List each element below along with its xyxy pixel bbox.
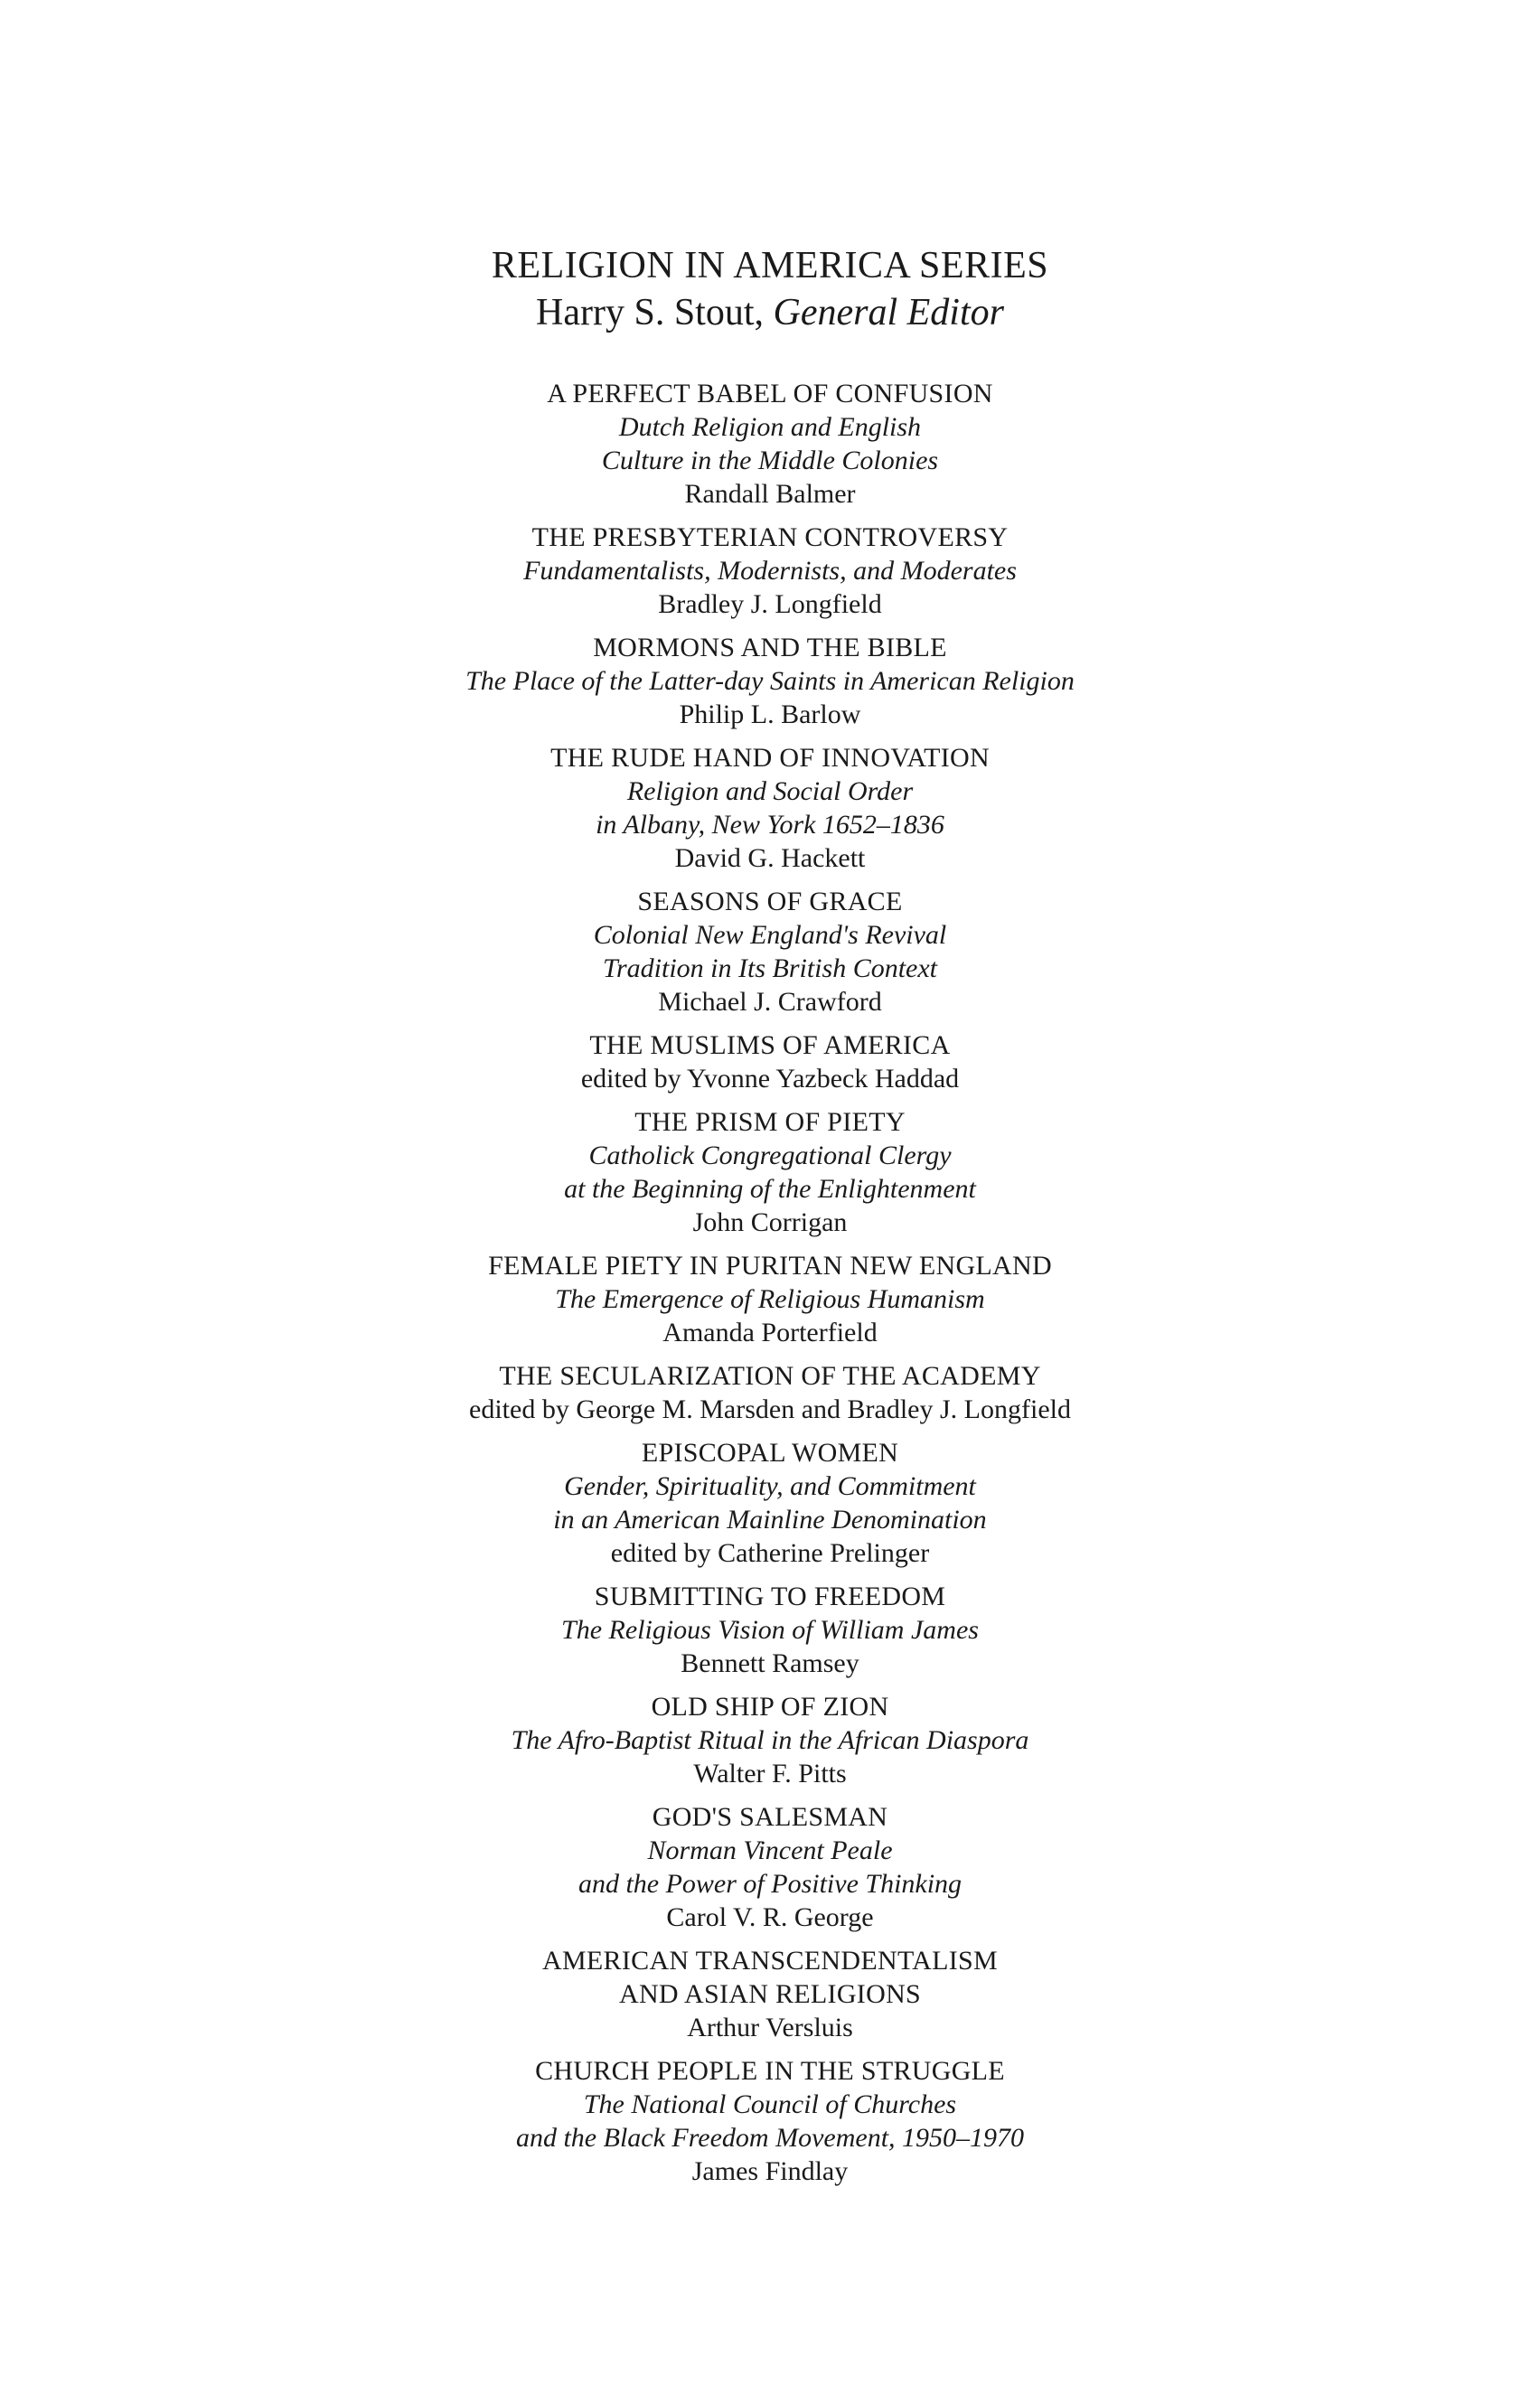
book-subtitle: Tradition in Its British Context — [602, 953, 938, 983]
series-editor — [0, 289, 1540, 336]
book-title: SEASONS OF GRACE — [637, 887, 903, 916]
book-entry — [0, 1105, 1540, 1239]
book-author: Walter F. Pitts — [693, 1759, 847, 1788]
book-title: THE PRISM OF PIETY — [634, 1107, 906, 1137]
book-entry — [0, 2054, 1540, 2188]
book-title: THE MUSLIMS OF AMERICA — [589, 1030, 951, 1060]
book-subtitle: The National Council of Churches — [583, 2089, 957, 2119]
book-entry — [0, 1436, 1540, 1570]
book-entry — [0, 1690, 1540, 1790]
book-title: EPISCOPAL WOMEN — [641, 1438, 899, 1468]
book-subtitle: Fundamentalists, Modernists, and Moderates — [523, 556, 1017, 586]
book-subtitle: Gender, Spirituality, and Commitment — [564, 1471, 976, 1501]
book-title: THE SECULARIZATION OF THE ACADEMY — [499, 1361, 1041, 1391]
book-author: John Corrigan — [692, 1207, 848, 1237]
book-title: SUBMITTING TO FREEDOM — [594, 1582, 946, 1611]
book-entry — [0, 1028, 1540, 1095]
book-entry — [0, 1580, 1540, 1680]
book-subtitle: The Afro-Baptist Ritual in the African Diaspora — [511, 1725, 1029, 1755]
book-author: James Findlay — [691, 2156, 849, 2186]
book-subtitle: Norman Vincent Peale — [647, 1835, 893, 1865]
book-entry — [0, 521, 1540, 621]
book-title: OLD SHIP OF ZION — [651, 1692, 889, 1722]
book-author: Philip L. Barlow — [679, 699, 861, 729]
book-author: David G. Hackett — [674, 843, 866, 873]
book-author: edited by George M. Marsden and Bradley J. Longfield — [469, 1394, 1071, 1424]
book-entry — [0, 377, 1540, 511]
book-title: MORMONS AND THE BIBLE — [593, 633, 947, 662]
book-subtitle: Culture in the Middle Colonies — [601, 446, 939, 475]
book-title: A PERFECT BABEL OF CONFUSION — [547, 379, 993, 408]
book-entry — [0, 631, 1540, 731]
book-title: AMERICAN TRANSCENDENTALISM — [541, 1946, 999, 1976]
series-title: RELIGION IN AMERICA SERIES — [491, 245, 1049, 286]
book-entry — [0, 1944, 1540, 2044]
book-author: Bennett Ramsey — [681, 1648, 859, 1678]
book-entry — [0, 1359, 1540, 1426]
book-title: AND ASIAN RELIGIONS — [618, 1979, 922, 2009]
book-title: FEMALE PIETY IN PURITAN NEW ENGLAND — [488, 1251, 1052, 1281]
book-subtitle: at the Beginning of the Enlightenment — [564, 1174, 976, 1204]
book-author: Bradley J. Longfield — [658, 589, 882, 619]
book-subtitle: Catholick Congregational Clergy — [588, 1141, 952, 1170]
book-entry — [0, 741, 1540, 875]
book-author: Carol V. R. George — [666, 1902, 874, 1932]
book-subtitle: in an American Mainline Denomination — [553, 1505, 987, 1535]
book-author: Arthur Versluis — [687, 2013, 853, 2042]
book-subtitle: The Emergence of Religious Humanism — [555, 1284, 985, 1314]
series-editor-name: Harry S. Stout, — [536, 292, 765, 333]
book-list — [0, 377, 1540, 2198]
book-subtitle: Religion and Social Order — [626, 776, 914, 806]
book-title: THE RUDE HAND OF INNOVATION — [550, 743, 990, 773]
book-author: Michael J. Crawford — [658, 987, 882, 1017]
book-title: GOD'S SALESMAN — [652, 1802, 888, 1832]
book-subtitle: and the Black Freedom Movement, 1950–1970 — [515, 2123, 1025, 2153]
book-subtitle: The Religious Vision of William James — [561, 1615, 979, 1645]
series-header — [0, 242, 1540, 336]
book-title: CHURCH PEOPLE IN THE STRUGGLE — [535, 2056, 1005, 2086]
book-subtitle: and the Power of Positive Thinking — [578, 1869, 963, 1899]
book-subtitle: Dutch Religion and English — [618, 412, 922, 442]
book-entry — [0, 1249, 1540, 1349]
book-author: edited by Yvonne Yazbeck Haddad — [580, 1064, 960, 1094]
book-author: edited by Catherine Prelinger — [610, 1538, 930, 1568]
series-editor-role: General Editor — [773, 292, 1004, 333]
book-author: Amanda Porterfield — [662, 1318, 878, 1347]
book-subtitle: The Place of the Latter-day Saints in American Religion — [465, 666, 1075, 696]
book-subtitle: Colonial New England's Revival — [593, 920, 947, 950]
book-author: Randall Balmer — [684, 479, 856, 509]
book-subtitle: in Albany, New York 1652–1836 — [596, 810, 944, 840]
book-title: THE PRESBYTERIAN CONTROVERSY — [531, 522, 1009, 552]
book-entry — [0, 885, 1540, 1019]
book-entry — [0, 1800, 1540, 1934]
